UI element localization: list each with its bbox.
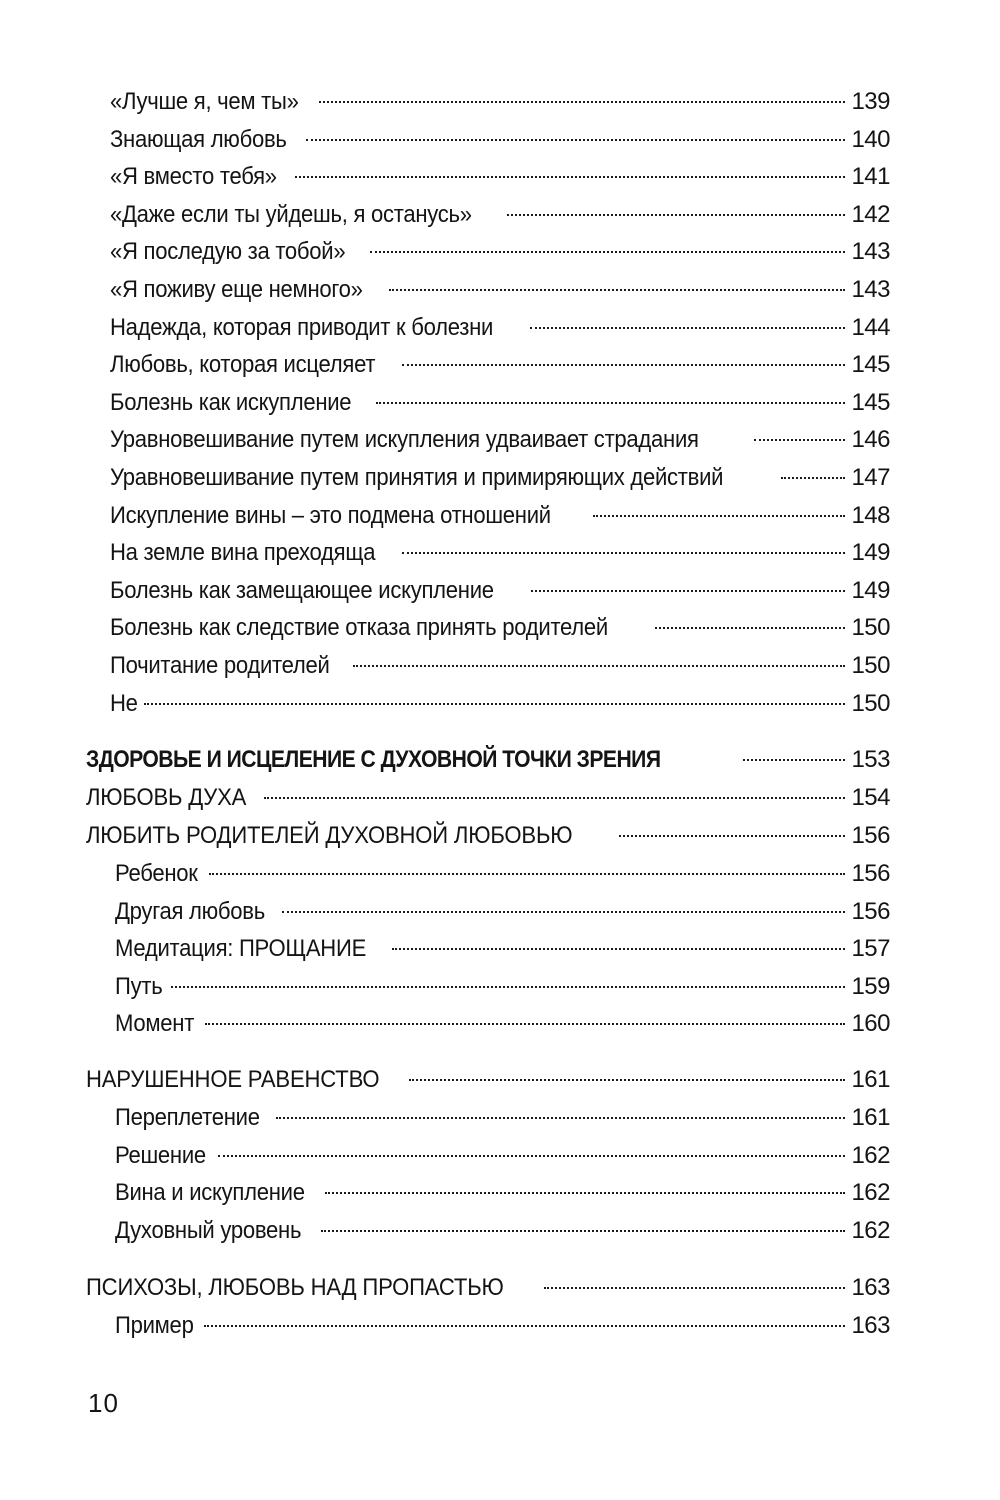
toc-entry-page-number: 156 bbox=[851, 860, 890, 887]
toc-entry-title: Духовный уровень bbox=[115, 1216, 302, 1244]
toc-entry-title: ЗДОРОВЬЕ И ИСЦЕЛЕНИЕ С ДУХОВНОЙ ТОЧКИ ЗРЕНИЯ bbox=[86, 746, 661, 773]
toc-entry-page-number: 149 bbox=[851, 539, 890, 567]
dot-leader bbox=[353, 665, 846, 667]
toc-entry[interactable] bbox=[110, 272, 890, 308]
toc-entry[interactable] bbox=[115, 894, 890, 930]
toc-entry-page-number: 161 bbox=[851, 1104, 890, 1131]
toc-entry[interactable] bbox=[110, 122, 890, 158]
dot-leader bbox=[593, 515, 845, 517]
toc-entry-page-number: 162 bbox=[851, 1179, 890, 1207]
toc-entry[interactable] bbox=[115, 856, 890, 892]
toc-entry-title: Не bbox=[110, 689, 138, 717]
dot-leader bbox=[531, 590, 845, 592]
dot-leader bbox=[402, 552, 845, 554]
toc-entry-title: Путь bbox=[115, 972, 163, 1000]
dot-leader bbox=[743, 759, 846, 761]
dot-leader bbox=[754, 439, 846, 441]
toc-entry-title: «Я вместо тебя» bbox=[110, 163, 277, 191]
toc-entry[interactable] bbox=[110, 460, 890, 496]
toc-entry-title: На земле вина преходяща bbox=[110, 539, 376, 567]
toc-entry-title: Любовь, которая исцеляет bbox=[110, 351, 376, 379]
toc-entry-page-number: 154 bbox=[851, 784, 890, 811]
toc-entry-page-number: 161 bbox=[851, 1066, 890, 1093]
dot-leader bbox=[319, 101, 845, 103]
toc-entry-title: Искупление вины – это подмена отношений bbox=[110, 501, 551, 529]
toc-entry-page-number: 144 bbox=[851, 313, 890, 341]
dot-leader bbox=[530, 327, 845, 329]
toc-entry-page-number: 140 bbox=[851, 125, 890, 153]
dot-leader bbox=[507, 214, 845, 216]
dot-leader bbox=[402, 364, 845, 366]
toc-entry[interactable] bbox=[110, 686, 890, 722]
toc-entry-title: Знающая любовь bbox=[110, 125, 287, 153]
dot-leader bbox=[619, 835, 846, 837]
toc-entry-title: «Я последую за тобой» bbox=[110, 238, 346, 266]
toc-entry-page-number: 150 bbox=[851, 652, 890, 679]
toc-entry-title: ЛЮБОВЬ ДУХА bbox=[86, 784, 247, 811]
dot-leader bbox=[392, 948, 846, 950]
toc-entry-title: Болезнь как замещающее искупление bbox=[110, 576, 494, 604]
dot-leader bbox=[325, 1192, 845, 1194]
toc-entry-page-number: 143 bbox=[851, 276, 890, 303]
toc-entry[interactable] bbox=[110, 84, 890, 120]
dot-leader bbox=[376, 402, 845, 404]
dot-leader bbox=[544, 1287, 846, 1289]
dot-leader bbox=[276, 1117, 845, 1119]
dot-leader bbox=[144, 703, 845, 705]
dot-leader bbox=[370, 251, 846, 253]
toc-entry-page-number: 163 bbox=[851, 1312, 890, 1339]
toc-entry-page-number: 145 bbox=[851, 351, 890, 379]
toc-entry-title: НАРУШЕННОЕ РАВЕНСТВО bbox=[86, 1066, 380, 1093]
toc-entry-title: Надежда, которая приводит к болезни bbox=[110, 313, 494, 341]
toc-entry-page-number: 156 bbox=[851, 897, 890, 925]
toc-entry-page-number: 139 bbox=[851, 88, 890, 115]
toc-entry[interactable] bbox=[110, 610, 890, 646]
toc-entry-page-number: 162 bbox=[851, 1141, 890, 1169]
dot-leader bbox=[204, 1325, 845, 1327]
dot-leader bbox=[306, 139, 845, 141]
dot-leader bbox=[655, 627, 845, 629]
dot-leader bbox=[264, 797, 845, 799]
toc-entry-title: Медитация: ПРОЩАНИЕ bbox=[115, 935, 367, 963]
toc-entry-page-number: 163 bbox=[851, 1274, 890, 1301]
toc-entry[interactable] bbox=[115, 1308, 890, 1344]
toc-entry-page-number: 156 bbox=[851, 821, 890, 849]
toc-entry[interactable] bbox=[110, 498, 890, 534]
toc-entry-title: Другая любовь bbox=[115, 897, 265, 925]
toc-entry-title: Переплетение bbox=[115, 1104, 260, 1131]
toc-entry-page-number: 150 bbox=[851, 614, 890, 642]
toc-entry[interactable] bbox=[86, 1062, 890, 1098]
toc-entry-title: Вина и искупление bbox=[115, 1179, 305, 1207]
toc-entry[interactable] bbox=[86, 742, 890, 778]
toc-entry[interactable] bbox=[115, 931, 890, 967]
toc-entry[interactable] bbox=[86, 1270, 890, 1306]
toc-entry-page-number: 157 bbox=[851, 935, 890, 963]
toc-entry-title: Момент bbox=[115, 1010, 195, 1038]
toc-entry-page-number: 149 bbox=[851, 576, 890, 604]
toc-entry-title: Пример bbox=[115, 1312, 194, 1339]
toc-entry[interactable] bbox=[110, 197, 890, 233]
toc-entry[interactable] bbox=[115, 1138, 890, 1174]
toc-entry[interactable] bbox=[110, 422, 890, 458]
toc-entry[interactable] bbox=[110, 310, 890, 346]
toc-entry-title: ЛЮБИТЬ РОДИТЕЛЕЙ ДУХОВНОЙ ЛЮБОВЬЮ bbox=[86, 821, 573, 849]
toc-entry-page-number: 162 bbox=[851, 1216, 890, 1244]
toc-entry-page-number: 145 bbox=[851, 388, 890, 416]
dot-leader bbox=[389, 289, 846, 291]
toc-entry[interactable] bbox=[110, 385, 890, 421]
toc-entry[interactable] bbox=[86, 780, 890, 816]
toc-entry[interactable] bbox=[115, 1175, 890, 1211]
dot-leader bbox=[282, 911, 845, 913]
dot-leader bbox=[218, 1155, 846, 1157]
toc-entry[interactable] bbox=[115, 969, 890, 1005]
toc-entry-title: Решение bbox=[115, 1141, 206, 1169]
toc-entry-title: Уравновешивание путем искупления удваивает страдания bbox=[110, 426, 699, 454]
toc-entry-page-number: 153 bbox=[851, 746, 890, 773]
toc-entry-title: «Лучше я, чем ты» bbox=[110, 88, 299, 115]
toc-entry-page-number: 160 bbox=[851, 1010, 890, 1038]
dot-leader bbox=[295, 176, 845, 178]
toc-entry-title: «Даже если ты уйдешь, я останусь» bbox=[110, 200, 472, 228]
toc-entry[interactable] bbox=[115, 1100, 890, 1136]
toc-entry[interactable] bbox=[86, 818, 890, 854]
toc-entry[interactable] bbox=[110, 573, 890, 609]
toc-entry[interactable] bbox=[110, 159, 890, 195]
dot-leader bbox=[321, 1230, 845, 1232]
toc-entry[interactable] bbox=[110, 234, 890, 270]
toc-entry-page-number: 147 bbox=[851, 464, 890, 491]
toc-entry-page-number: 150 bbox=[851, 689, 890, 717]
toc-entry-title: Почитание родителей bbox=[110, 652, 330, 679]
toc-entry[interactable] bbox=[110, 347, 890, 383]
toc-entry-title: Болезнь как искупление bbox=[110, 388, 352, 416]
toc-entry-page-number: 148 bbox=[851, 501, 890, 529]
toc-entry-page-number: 143 bbox=[851, 238, 890, 266]
dot-leader bbox=[209, 873, 846, 875]
toc-entry-title: ПСИХОЗЫ, ЛЮБОВЬ НАД ПРОПАСТЬЮ bbox=[86, 1274, 504, 1301]
toc-entry-title: «Я поживу еще немного» bbox=[110, 276, 363, 303]
toc-entry-title: Ребенок bbox=[115, 860, 198, 887]
toc-entry-page-number: 142 bbox=[851, 200, 890, 228]
dot-leader bbox=[409, 1079, 846, 1081]
toc-entry-page-number: 146 bbox=[851, 426, 890, 454]
toc-entry-page-number: 159 bbox=[851, 972, 890, 1000]
toc-entry[interactable] bbox=[115, 1006, 890, 1042]
dot-leader bbox=[781, 477, 846, 479]
dot-leader bbox=[205, 1023, 846, 1025]
toc-entry[interactable] bbox=[115, 1213, 890, 1249]
toc-entry-title: Уравновешивание путем принятия и примиряющих действий bbox=[110, 464, 724, 491]
dot-leader bbox=[171, 986, 846, 988]
toc-entry-title: Болезнь как следствие отказа принять родителей bbox=[110, 614, 608, 642]
toc-entry[interactable] bbox=[110, 535, 890, 571]
page-number: 10 bbox=[88, 1388, 119, 1418]
toc-entry-page-number: 141 bbox=[851, 163, 890, 191]
toc-entry[interactable] bbox=[110, 648, 890, 684]
